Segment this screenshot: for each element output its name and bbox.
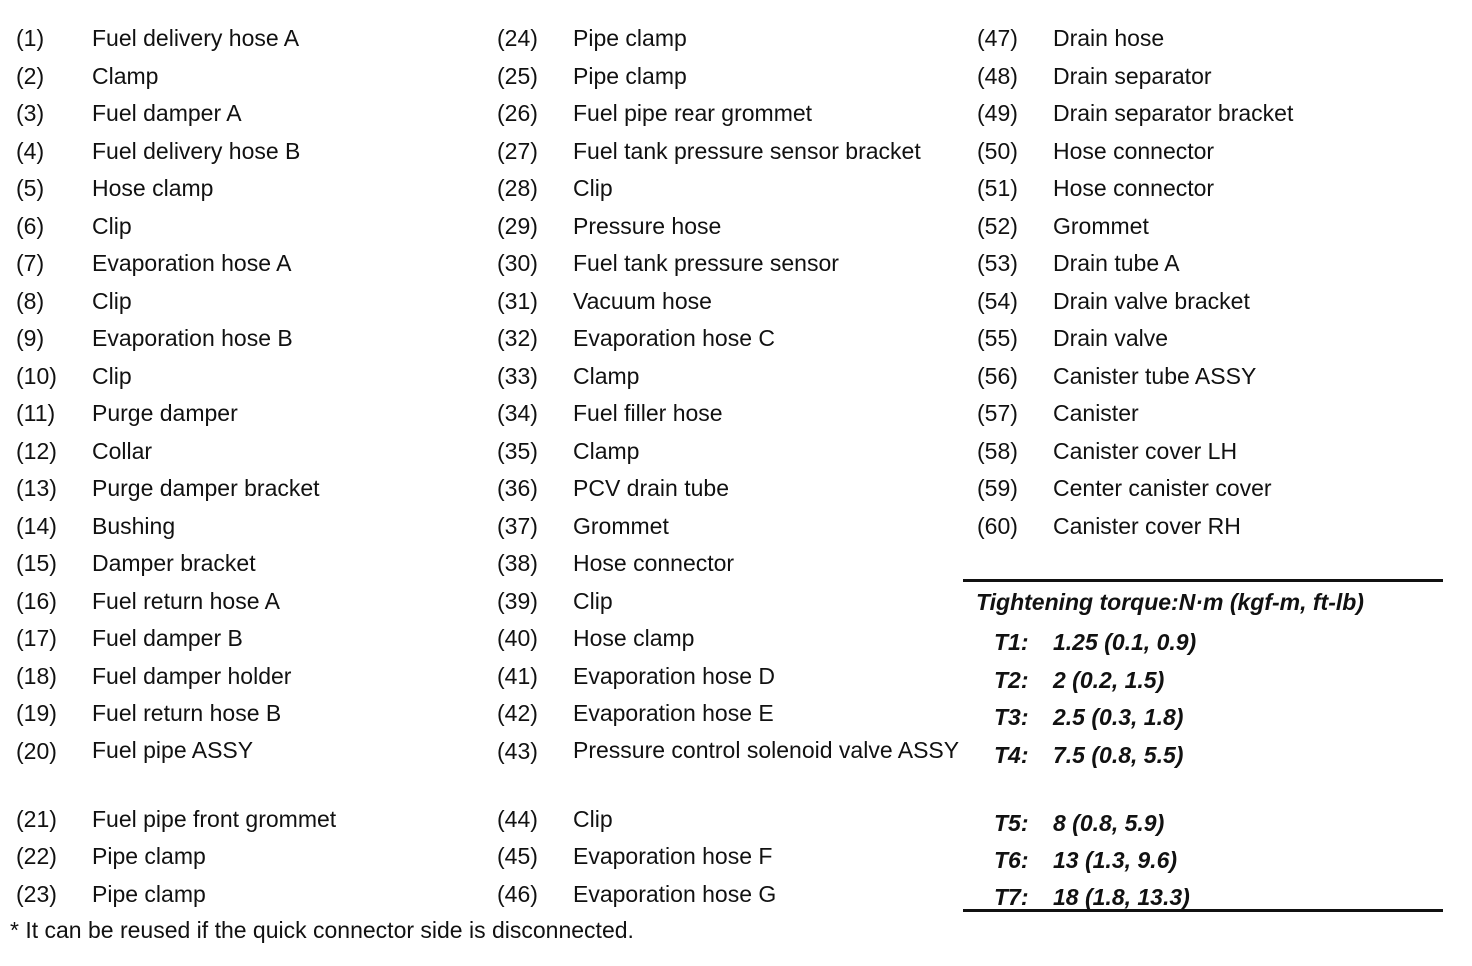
part-row <box>497 622 963 660</box>
part-number: (13) <box>16 475 57 501</box>
part-row <box>16 660 482 698</box>
part-name: Evaporation hose F <box>573 843 773 869</box>
part-name: Fuel tank pressure sensor <box>573 250 839 276</box>
part-row <box>977 22 1443 60</box>
part-row <box>16 397 482 435</box>
part-number: (38) <box>497 550 538 576</box>
part-number: (60) <box>977 512 1018 539</box>
torque-value: 13 (1.3, 9.6) <box>1053 847 1178 873</box>
part-number: (23) <box>16 880 57 907</box>
part-name: Pipe clamp <box>92 843 206 869</box>
part-number: (52) <box>977 212 1018 239</box>
part-number: (45) <box>497 843 538 869</box>
part-name: Evaporation hose G <box>573 880 777 907</box>
torque-row <box>994 626 1196 658</box>
part-number: (17) <box>16 625 57 651</box>
part-name: Hose connector <box>573 550 735 576</box>
part-number: (12) <box>16 437 57 464</box>
torque-value: 1.25 (0.1, 0.9) <box>1053 629 1197 655</box>
part-name: Drain hose <box>1053 25 1165 51</box>
part-name: Canister tube ASSY <box>1053 362 1257 389</box>
torque-row <box>994 807 1164 839</box>
torque-title: Tightening torque:N·m (kgf-m, ft-lb) <box>976 589 1364 615</box>
part-number: (50) <box>977 137 1018 164</box>
part-name: Purge damper bracket <box>92 475 320 501</box>
part-name: Pipe clamp <box>573 25 687 51</box>
part-name: Pressure hose <box>573 212 722 239</box>
part-row <box>497 397 963 435</box>
part-name: Evaporation hose A <box>92 250 292 276</box>
part-row <box>16 622 482 660</box>
part-row <box>16 547 482 585</box>
part-name: Grommet <box>573 512 669 539</box>
part-row <box>977 360 1443 398</box>
part-number: (48) <box>977 62 1018 89</box>
torque-value: 2 (0.2, 1.5) <box>1053 667 1165 693</box>
part-row <box>497 878 963 916</box>
part-number: (42) <box>497 700 538 726</box>
part-row <box>16 210 482 248</box>
part-row <box>497 472 963 510</box>
part-name: Evaporation hose B <box>92 325 293 351</box>
part-row <box>16 735 482 803</box>
part-name: Hose connector <box>1053 137 1215 164</box>
part-name: Fuel damper B <box>92 625 243 651</box>
parts-column-3 <box>977 22 1443 547</box>
part-name: Fuel filler hose <box>573 400 723 426</box>
part-number: (40) <box>497 625 538 651</box>
part-number: (54) <box>977 287 1018 314</box>
part-row <box>977 97 1443 135</box>
part-name: Fuel return hose B <box>92 700 282 726</box>
part-row <box>16 510 482 548</box>
part-number: (59) <box>977 475 1018 501</box>
part-number: (1) <box>16 25 45 51</box>
part-number: (25) <box>497 62 538 89</box>
part-row <box>977 285 1443 323</box>
part-number: (10) <box>16 362 57 389</box>
part-row <box>16 878 482 916</box>
part-name: Fuel pipe ASSY <box>92 736 254 763</box>
part-name: Fuel delivery hose B <box>92 137 301 164</box>
part-number: (7) <box>16 250 45 276</box>
part-number: (49) <box>977 100 1018 126</box>
part-number: (53) <box>977 250 1018 276</box>
part-row <box>16 585 482 623</box>
part-row <box>977 210 1443 248</box>
footnote: * It can be reused if the quick connector side is disconnected. <box>10 917 634 943</box>
torque-label: T4: <box>994 742 1029 768</box>
part-row <box>16 285 482 323</box>
torque-row <box>994 881 1190 913</box>
part-name: Clamp <box>573 362 640 389</box>
part-number: (24) <box>497 25 538 51</box>
part-number: (18) <box>16 662 57 689</box>
part-row <box>16 803 482 841</box>
part-row <box>977 135 1443 173</box>
part-number: (3) <box>16 100 45 126</box>
part-number: (5) <box>16 175 45 201</box>
part-row <box>497 840 963 878</box>
part-name: Fuel tank pressure sensor bracket <box>573 137 921 164</box>
part-number: (8) <box>16 287 45 314</box>
part-row <box>16 322 482 360</box>
part-row <box>497 22 963 60</box>
part-row <box>977 172 1443 210</box>
torque-label: T1: <box>994 629 1029 655</box>
part-row <box>497 735 963 803</box>
part-number: (19) <box>16 700 57 726</box>
part-row <box>497 285 963 323</box>
part-name: Drain tube A <box>1053 250 1180 276</box>
part-name: Clip <box>573 587 613 614</box>
torque-label: T5: <box>994 810 1029 836</box>
part-number: (57) <box>977 400 1018 426</box>
part-row <box>977 60 1443 98</box>
part-name: Bushing <box>92 512 176 539</box>
part-number: (22) <box>16 843 57 869</box>
part-number: (32) <box>497 325 538 351</box>
part-name: Vacuum hose <box>573 287 712 314</box>
part-name: Clip <box>573 805 613 832</box>
torque-label: T6: <box>994 847 1029 873</box>
part-row <box>977 435 1443 473</box>
part-row <box>497 210 963 248</box>
part-name: Hose connector <box>1053 175 1215 201</box>
part-number: (14) <box>16 512 57 539</box>
part-row <box>977 472 1443 510</box>
part-number: (55) <box>977 325 1018 351</box>
parts-column-2 <box>497 22 963 915</box>
part-row <box>977 247 1443 285</box>
part-row <box>497 697 963 735</box>
part-name: Clip <box>573 175 613 201</box>
part-number: (47) <box>977 25 1018 51</box>
part-row <box>16 135 482 173</box>
part-row <box>977 397 1443 435</box>
part-row <box>16 172 482 210</box>
part-name: Pipe clamp <box>92 880 206 907</box>
part-name: Canister cover LH <box>1053 437 1238 464</box>
part-row <box>497 60 963 98</box>
part-name: Purge damper <box>92 400 238 426</box>
part-number: (27) <box>497 137 538 164</box>
part-name: Fuel pipe rear grommet <box>573 100 813 126</box>
part-number: (39) <box>497 587 538 614</box>
part-name: Clamp <box>573 437 640 464</box>
part-row <box>497 547 963 585</box>
part-number: (16) <box>16 587 57 614</box>
part-row <box>497 360 963 398</box>
part-number: (43) <box>497 737 538 764</box>
part-row <box>16 697 482 735</box>
part-number: (58) <box>977 437 1018 464</box>
part-name: Drain valve bracket <box>1053 287 1250 314</box>
part-number: (26) <box>497 100 538 126</box>
part-number: (2) <box>16 62 45 89</box>
part-row <box>497 435 963 473</box>
part-number: (56) <box>977 362 1018 389</box>
part-name: Fuel damper A <box>92 100 242 126</box>
part-name: Fuel return hose A <box>92 587 280 614</box>
part-number: (6) <box>16 212 45 239</box>
part-number: (4) <box>16 137 45 164</box>
part-name: Canister cover RH <box>1053 512 1241 539</box>
part-row <box>497 97 963 135</box>
part-name: Pipe clamp <box>573 62 687 89</box>
part-row <box>497 172 963 210</box>
part-number: (34) <box>497 400 538 426</box>
part-name: Hose clamp <box>92 175 214 201</box>
part-row <box>497 803 963 841</box>
part-row <box>16 97 482 135</box>
part-row <box>16 60 482 98</box>
torque-row <box>994 844 1177 876</box>
part-number: (44) <box>497 805 538 832</box>
part-name: Hose clamp <box>573 625 695 651</box>
part-number: (46) <box>497 880 538 907</box>
part-name: Collar <box>92 437 153 464</box>
part-row <box>16 840 482 878</box>
part-number: (35) <box>497 437 538 464</box>
part-name: Clip <box>92 212 132 239</box>
torque-row <box>994 664 1164 696</box>
part-row <box>497 135 963 173</box>
torque-row <box>994 739 1183 771</box>
torque-value: 18 (1.8, 13.3) <box>1053 884 1190 910</box>
part-row <box>497 322 963 360</box>
part-name: Evaporation hose C <box>573 325 776 351</box>
part-name: Clip <box>92 362 132 389</box>
torque-label: T7: <box>994 884 1029 910</box>
part-row <box>977 322 1443 360</box>
part-name: Clip <box>92 287 132 314</box>
part-name: Drain separator <box>1053 62 1212 89</box>
part-number: (11) <box>16 400 56 426</box>
part-name: Damper bracket <box>92 550 256 576</box>
part-name: Clamp <box>92 62 159 89</box>
part-number: (9) <box>16 325 45 351</box>
part-row <box>16 22 482 60</box>
part-name: Fuel pipe front grommet <box>92 805 337 832</box>
part-row <box>16 472 482 510</box>
part-number: (31) <box>497 287 538 314</box>
torque-label: T2: <box>994 667 1029 693</box>
part-name: Fuel damper holder <box>92 662 292 689</box>
parts-column-1 <box>16 22 482 915</box>
part-row <box>497 585 963 623</box>
torque-value: 2.5 (0.3, 1.8) <box>1053 704 1184 730</box>
part-name: Pressure control solenoid valve ASSY <box>573 736 960 763</box>
torque-value: 8 (0.8, 5.9) <box>1053 810 1165 836</box>
part-row <box>497 660 963 698</box>
torque-row <box>994 701 1183 733</box>
part-number: (15) <box>16 550 57 576</box>
torque-table <box>963 579 1443 912</box>
torque-label: T3: <box>994 704 1029 730</box>
part-name: Drain separator bracket <box>1053 100 1294 126</box>
part-name: Fuel delivery hose A <box>92 25 300 51</box>
part-row <box>16 247 482 285</box>
part-number: (29) <box>497 212 538 239</box>
part-row <box>16 360 482 398</box>
part-name: Evaporation hose D <box>573 662 776 689</box>
part-number: (51) <box>977 175 1018 201</box>
part-number: (41) <box>497 662 538 689</box>
part-row <box>977 510 1443 548</box>
part-number: (33) <box>497 362 538 389</box>
part-name: Evaporation hose E <box>573 700 774 726</box>
part-number: (20) <box>16 737 57 764</box>
part-number: (37) <box>497 512 538 539</box>
part-row <box>497 247 963 285</box>
part-number: (36) <box>497 475 538 501</box>
part-number: (28) <box>497 175 538 201</box>
part-number: (21) <box>16 805 57 832</box>
part-row <box>16 435 482 473</box>
part-number: (30) <box>497 250 538 276</box>
part-name: Canister <box>1053 400 1139 426</box>
part-name: Grommet <box>1053 212 1149 239</box>
part-name: PCV drain tube <box>573 475 729 501</box>
part-name: Drain valve <box>1053 325 1169 351</box>
part-row <box>497 510 963 548</box>
torque-value: 7.5 (0.8, 5.5) <box>1053 742 1184 768</box>
part-name: Center canister cover <box>1053 475 1272 501</box>
